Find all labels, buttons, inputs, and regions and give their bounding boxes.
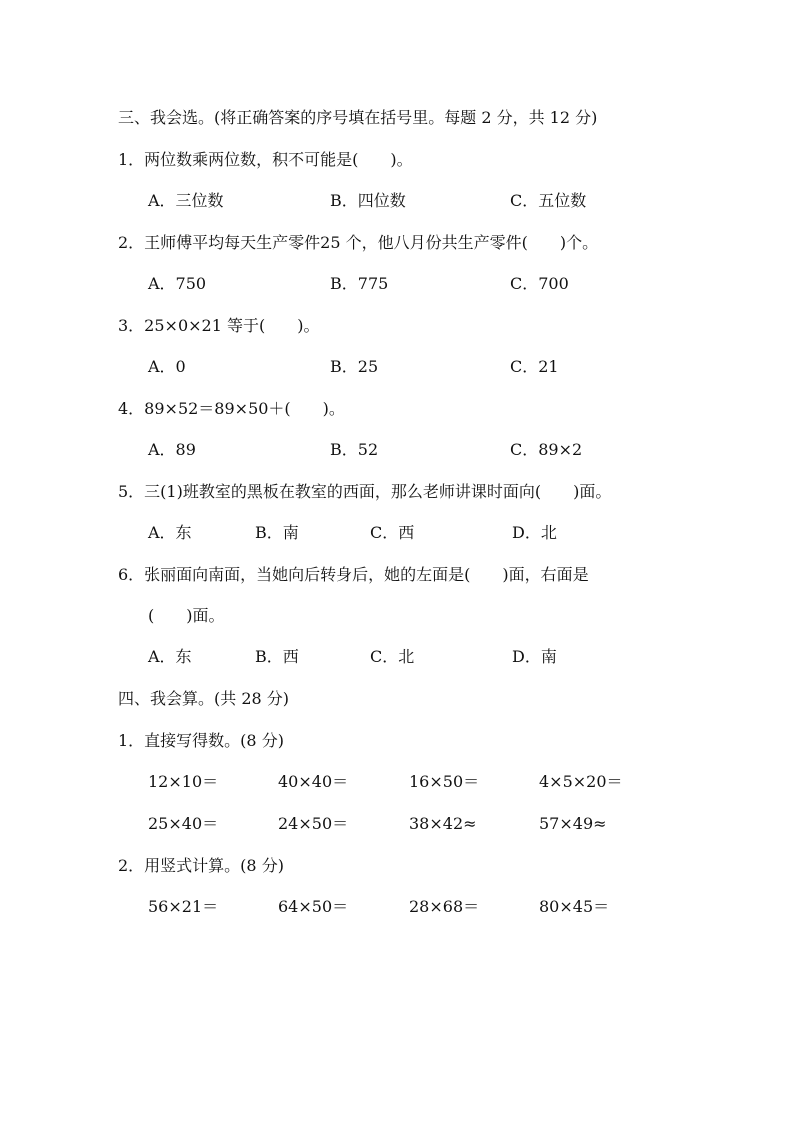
- q6-option-d: D．南: [512, 647, 557, 666]
- question-1: 1．两位数乘两位数，积不可能是( )。: [118, 150, 413, 169]
- q1-option-c: C．五位数: [510, 191, 587, 210]
- calc-item: 25×40＝: [148, 814, 219, 833]
- q3-option-b: B．25: [330, 357, 379, 376]
- q5-option-d: D．北: [512, 523, 557, 542]
- question-6: 6．张丽面向南面，当她向后转身后，她的左面是( )面，右面是: [118, 565, 589, 584]
- q5-option-b: B．南: [255, 523, 299, 542]
- calc-item: 64×50＝: [278, 897, 349, 916]
- calc-item: 4×5×20＝: [539, 772, 623, 791]
- q6-option-a: A．东: [148, 647, 192, 666]
- q2-option-b: B．775: [330, 274, 389, 293]
- q3-option-a: A．0: [148, 357, 186, 376]
- q3-option-c: C．21: [510, 357, 559, 376]
- question-3: 3．25×0×21 等于( )。: [118, 316, 320, 335]
- section3-heading: 三、我会选。(将正确答案的序号填在括号里。每题 2 分，共 12 分): [118, 108, 598, 127]
- q2-option-a: A．750: [148, 274, 207, 293]
- question-6-continuation: ( )面。: [148, 606, 225, 625]
- q6-option-c: C．北: [370, 647, 415, 666]
- calc-question-1: 1．直接写得数。(8 分): [118, 731, 284, 750]
- question-5: 5．三(1)班教室的黑板在教室的西面，那么老师讲课时面向( )面。: [118, 482, 612, 501]
- q1-option-b: B．四位数: [330, 191, 406, 210]
- calc-question-2: 2．用竖式计算。(8 分): [118, 856, 284, 875]
- q6-option-b: B．西: [255, 647, 299, 666]
- q4-option-b: B．52: [330, 440, 379, 459]
- section4-heading: 四、我会算。(共 28 分): [118, 689, 290, 708]
- q4-option-c: C．89×2: [510, 440, 583, 459]
- calc-item: 12×10＝: [148, 772, 219, 791]
- calc-item: 28×68＝: [409, 897, 480, 916]
- calc-item: 80×45＝: [539, 897, 610, 916]
- calc-item: 57×49≈: [539, 814, 607, 833]
- calc-item: 40×40＝: [278, 772, 349, 791]
- q5-option-c: C．西: [370, 523, 415, 542]
- calc-item: 38×42≈: [409, 814, 477, 833]
- question-2: 2．王师傅平均每天生产零件25 个，他八月份共生产零件( )个。: [118, 233, 599, 252]
- calc-item: 16×50＝: [409, 772, 480, 791]
- calc-item: 24×50＝: [278, 814, 349, 833]
- q5-option-a: A．东: [148, 523, 192, 542]
- q1-option-a: A．三位数: [148, 191, 224, 210]
- q2-option-c: C．700: [510, 274, 569, 293]
- calc-item: 56×21＝: [148, 897, 219, 916]
- question-4: 4．89×52＝89×50＋( )。: [118, 399, 345, 418]
- q4-option-a: A．89: [148, 440, 196, 459]
